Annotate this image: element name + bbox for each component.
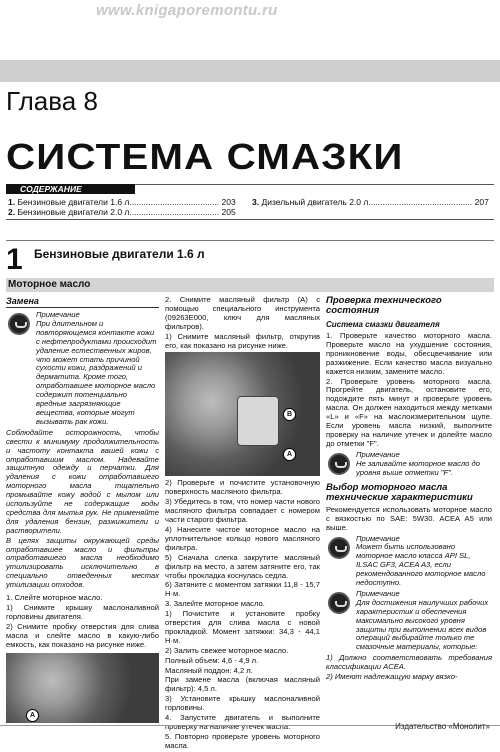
heading-replacement: Замена [6,296,159,308]
subsection-title: Моторное масло [6,278,494,292]
oil-filter-photo [165,352,320,476]
publisher-credit: Издательство «Монолит» [395,722,490,731]
warning-icon [328,453,350,475]
paragraph: Соблюдайте осторожность, чтобы свести к минимуму продолжительность и частоту контакта вашей кожи с отработавшим маслом. Надевайте защитную одежду и перчатки. Для удаления с кожи отработавшего моторного масла тщательно промывайте кожу водой с мылом или используйте не содержащие воды средства для мытья рук. Не применяйте для удаления бензин, разжижители и растворители. [6,427,159,535]
section-number: 1 [6,243,23,276]
toc-item-page: 203 [221,197,236,207]
step: 5) Сначала слегка закрутите масляный фильтр на место, а затем затяните его, так чтобы прокладка коснулась седла. [165,552,320,580]
drain-plug-photo [6,653,159,723]
column-3 [326,296,492,683]
subheading-lubrication: Система смазки двигателя [326,320,440,329]
section-title: Бензиновые двигатели 1.6 л [34,247,205,261]
toc-item-number: 3. [252,197,260,207]
toc-item-text: Дизельный двигатель 2.0 л............................................ [261,197,473,207]
warning-icon [8,313,30,335]
top-bar [0,60,500,82]
step: 1) Снимите масляный фильтр, открутив его, как показано на рисунке ниже. [165,331,320,350]
toc-item-text: Бензиновые двигатели 1.6 л...................................... [17,197,220,207]
warning-icon [328,592,350,614]
note-label: Примечание [356,533,400,543]
step: 2) Проверьте и почистите установочную поверхность масляного фильтра. [165,478,320,497]
photo-callout-b: B [283,408,296,421]
note-label: Примечание [36,310,80,319]
toc-item[interactable] [8,207,236,217]
photo-callout: A [26,709,39,722]
step: 2) Залить свежее моторное масло. [165,645,289,655]
toc-item-number: 1. [8,197,16,207]
toc-item[interactable] [252,197,489,207]
note-text: Может быть использовано моторное масло класса API SL, ILSAC GF3, ACEA A3, если рекомендованного моторное масло недоступно. [356,542,486,588]
step: При замене масла (включая масляный фильтр): 4,5 л. [165,675,320,694]
note-label: Примечание [356,449,400,459]
chapter-label: Глава 8 [6,86,98,116]
chapter-title: СИСТЕМА СМАЗКИ [6,136,404,177]
step: 4. Запустите двигатель и выполните проверку на наличие утечек масла. [165,713,320,731]
site-watermark: www.knigaporemontu.ru [96,2,278,19]
toc-item-page: 205 [221,207,236,217]
oil-filter-shape [237,396,279,446]
paragraph: В целях защиты окружающей среды отработавшее масло и фильтры отработавшего масла необходимо утилизировать исключительно в специально отведенных местах утилизации отходов. [6,535,159,590]
note-label: Примечание [356,588,400,598]
step: 1. Слейте моторное масло. [6,593,103,603]
list-item: 2) Имеют надлежащую марку вязко- [326,672,458,682]
step: 3. Залейте моторное масло. [165,599,265,609]
step: Масляный поддон: 4,2 л. [165,665,253,675]
paragraph: 1. Проверьте качество моторного масла. Проверьте масло на ухудшение состояния, проникновение воды, обесцвечивание или разжижение. Если качество масла визуально кажется низким, замените масло. [326,331,492,376]
list-item: 1) Должно соответствовать требования классификации ACEA. [326,653,492,672]
paragraph: 2. Проверьте уровень моторного масла. Прогрейте двигатель, остановите его, подождите пять минут и проверьте уровень масла. Он должен находиться между метками «L» и «F» на маслоизмерительном щупе. Если уровень масла низкий, выполните проверку на наличие утечек и долейте масло до отметки "F". [326,376,492,448]
note-text: При длительном и повторяющемся контакте кожи с нефтепродуктами происходит удаление естественных жиров, что может стать причиной сухости кожи, раздражений и дерматита. Кроме того, отработавшее моторное масло содержит потенциально вредные загрязняющие вещества, которые могут вызывать рак кожи. [36,318,157,426]
column-1 [6,296,159,723]
photo-callout-a: A [283,448,296,461]
toc-item-number: 2. [8,207,16,217]
toc-item-page: 207 [474,197,489,207]
column-2 [165,296,320,752]
step: 6) Затяните с моментом затяжки 11,8 - 15,7 Н·м. [165,580,320,599]
step: 1) Почистите и установите пробку отверстия для слива масла с новой прокладкой. Момент затяжки: 34,3 - 44,1 Н·м. [165,609,320,645]
section-header [6,240,494,276]
note-block [326,451,492,479]
heading-inspection: Проверка технического состояния [326,295,442,316]
step: 3) Убедитесь в том, что номер части нового масляного фильтра совпадает с номером части старого фильтра. [165,497,320,525]
note-block [326,535,492,588]
toc-item[interactable] [8,197,236,207]
note-text: Не заливайте моторное масло до уровня выше отметки "F". [356,458,480,477]
step: 1) Снимите крышку маслоналивной горловины двигателя. [6,603,159,621]
step: 2. Снимите масляный фильтр (А) с помощью специального инструмента (09263Е000, ключ для масляных фильтров). [165,295,320,331]
toc-heading: СОДЕРЖАНИЕ [6,184,135,194]
step: 3) Установите крышку маслоналивной горловины. [165,694,320,713]
heading-oil-selection: Выбор моторного масла технические характеристики [326,481,473,503]
note-block [6,311,159,427]
note-block [326,590,492,652]
step: 2) Снимите пробку отверстия для слива масла и слейте масло в какую-либо емкость, как показано на рисунке ниже. [6,621,159,649]
toc-item-text: Бензиновые двигатели 2.0 л...................................... [17,207,220,217]
table-of-contents [6,184,494,220]
paragraph: Рекомендуется использовать моторное масло с вязкостью по SAE: 5W30. ACEA A5 или выше. [326,504,492,532]
step: 5. Повторно проверьте уровень моторного масла. [165,731,320,750]
warning-icon [328,537,350,559]
note-text: Для достижения наилучших рабочих характеристик и обеспечения максимально высокого уровня защиты при выполнении всех видов операций выбирайте только те смазочные материалы, которые: [356,597,489,652]
step: Полный объем: 4,6 - 4,9 л. [165,655,259,665]
step: 4) Нанесите чистое моторное масло на уплотнительное кольцо нового масляного фильтра. [165,524,320,552]
